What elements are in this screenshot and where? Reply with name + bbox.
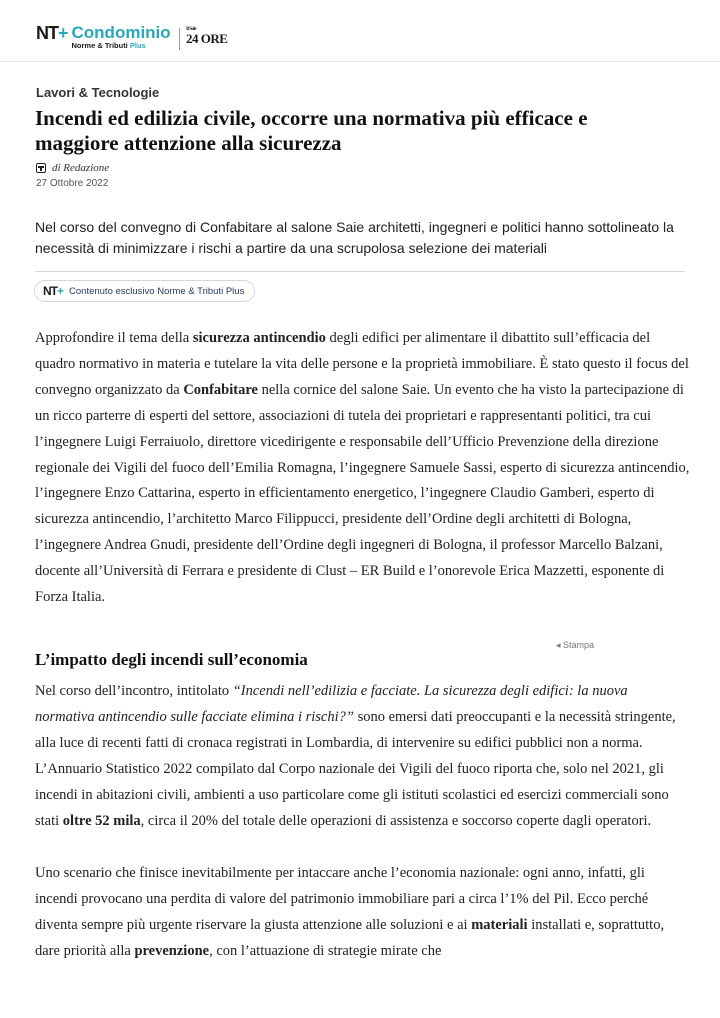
nt-plus-logo-icon: NT+ [36, 23, 68, 43]
logo-divider [179, 28, 180, 50]
bold-text: Confabitare [183, 381, 258, 398]
site-header [0, 0, 720, 62]
bold-text: oltre 52 mila [62, 812, 141, 829]
condominio-logo[interactable] [36, 24, 171, 50]
article-title: Incendi ed edilizia civile, occorre una normativa più efficace e maggiore attenzione alla sicurezza [35, 106, 588, 155]
italic-title: “Incendi nell’edilizia e facciate. La sicurezza degli edifici: la nuova normativa antincendio sulle facciate elimina i rischi?” [35, 683, 628, 725]
exclusive-label: Contenuto esclusivo Norme & Tributi Plus [69, 285, 245, 297]
section-subheading: L’impatto degli incendi sull’economia [35, 650, 308, 669]
divider [35, 271, 685, 272]
print-link[interactable]: ◂ Stampa [556, 640, 595, 650]
article-summary: Nel corso del convegno di Confabitare al salone Saie architetti, ingegneri e politici hanno sottolineato la necessità di minimizzare i rischi a partire da una scrupolosa selezione dei materiali [35, 219, 674, 256]
nt-plus-badge-icon: NT+ [43, 284, 64, 298]
section-label[interactable]: Lavori & Tecnologie [36, 85, 160, 100]
newspaper-icon [36, 163, 46, 173]
partner-small: Il Sole [186, 27, 196, 32]
author-row [36, 162, 109, 174]
bold-text: prevenzione [134, 942, 210, 959]
sole-24-ore-logo[interactable] [186, 27, 228, 47]
paragraph-meeting: Nel corso dell’incontro, intitolato “Incendi nell’edilizia e facciate. La sicurezza degli edifici: la nuova normativa antincendio sulle facciate elimina i rischi?” sono emersi dati preoccupanti e la necessità stringente, alla luce di recenti fatti di cronaca registrati in Lombardia, di intervenire su edifici pubblici non a norma. L’Annuario Statistico 2022 compilato dal Corpo nazionale dei Vigili del fuoco riporta che, solo nel 2021, gli incendi in abitazioni civili, ambienti a uso particolare come gli istituti scolastici ed esercizi commerciali sono stati oltre 52 mila, circa il 20% del totale delle operazioni di assistenza e soccorso coperte dagli operatori. [35, 683, 676, 829]
paragraph-intro: Approfondire il tema della sicurezza antincendio degli edifici per alimentare il dibattito sull’efficacia del quadro normativo in materia e tutelare la vita delle persone e la proprietà immobiliare. È stato questo il focus del convegno organizzato da Confabitare nella cornice del salone Saie. Un evento che ha visto la partecipazione di un ricco parterre di esperti del settore, associazioni di tutela dei proprietari e rappresentanti politici, tra cui l’ingegnere Luigi Ferraiuolo, direttore vicedirigente e responsabile dell’Ufficio Prevenzione della direzione regionale dei Vigili del fuoco dell’Emilia Romagna, l’ingegnere Samuele Sassi, esperto di sicurezza antincendio, l’ingegnere Enzo Cattarina, esperto in efficientamento energetico, l’ingegnere Claudio Gamberi, esperto di sicurezza antincendio, l’architetto Marco Filippucci, presidente dell’Ordine degli architetti di Bologna, l’ingegnere Andrea Gnudi, presidente dell’Ordine degli ingegneri di Bologna, il professor Marcello Balzani, docente all’Università di Ferrara e presidente di Clust – ER Build e l’onorevole Erica Mazzetti, esponente di Forza Italia. [35, 330, 690, 606]
partner-name: 24 ORE [186, 31, 228, 46]
publish-date: 27 Ottobre 2022 [36, 178, 109, 189]
bold-text: materiali [471, 916, 528, 933]
bold-text: sicurezza antincendio [192, 330, 326, 346]
exclusive-content-badge[interactable] [34, 280, 255, 302]
paragraph-economy: Uno scenario che finisce inevitabilmente per intaccare anche l’economia nazionale: ogni anno, infatti, gli incendi provocano una perdita di valore del patrimonio immobiliare pari a circa l’1% del Pil. Ecco perché diventa sempre più urgente riservare la giusta attenzione alle soluzioni e ai materiali installati e, soprattutto, dare priorità alla prevenzione, con l’attuazione di strategie mirate che [35, 865, 665, 959]
logo-brand: Condominio [71, 23, 171, 42]
author-name: di Redazione [52, 162, 110, 174]
logo-subtitle: Norme & Tributi Plus [71, 41, 146, 50]
logo-text [72, 24, 171, 50]
